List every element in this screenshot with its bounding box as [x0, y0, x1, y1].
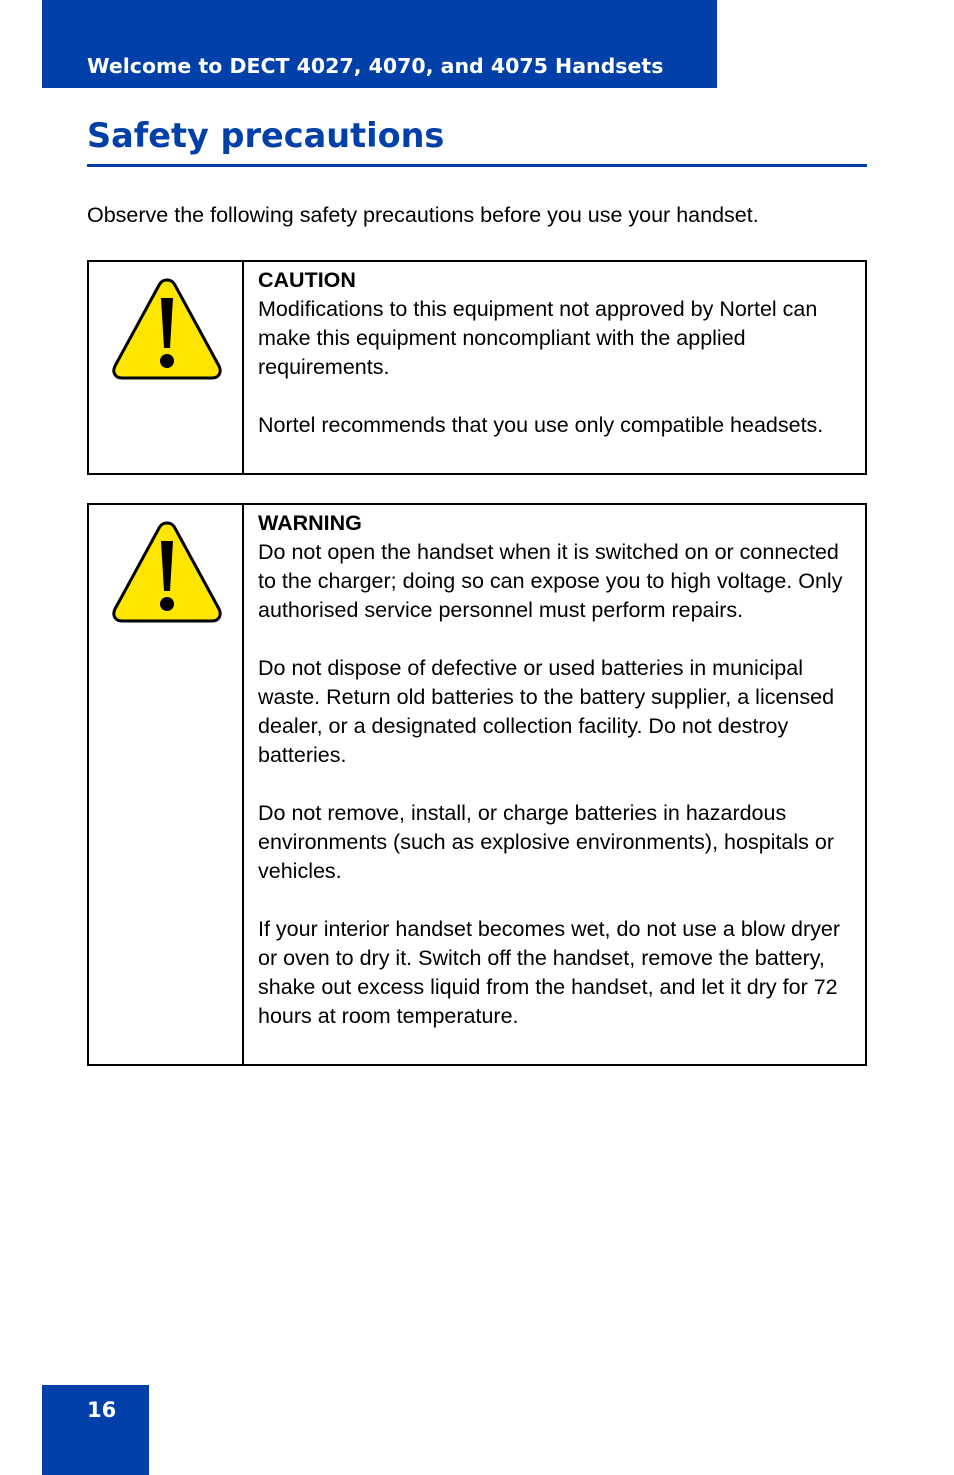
- page-number: 16: [87, 1398, 117, 1422]
- warning-paragraph: Do not dispose of defective or used batteries in municipal waste. Return old batteries to the battery supplier, a licensed dealer, or a designated collection facility. Do not destroy batteries.: [258, 656, 835, 767]
- warning-triangle-icon: [111, 276, 223, 382]
- warning-box: [87, 503, 867, 1066]
- caution-text: [244, 262, 865, 473]
- caution-paragraph: Nortel recommends that you use only compatible headsets.: [258, 413, 824, 437]
- warning-paragraph: Do not open the handset when it is switched on or connected to the charger; doing so can expose you to high voltage. Only authorised service personnel must perform repairs.: [258, 540, 843, 622]
- title-divider: [87, 164, 867, 167]
- page-title: Safety precautions: [87, 116, 445, 155]
- warning-icon-cell: [89, 505, 244, 1064]
- header-title: Welcome to DECT 4027, 4070, and 4075 Handsets: [87, 54, 664, 78]
- intro-text: Observe the following safety precautions before you use your handset.: [87, 203, 759, 227]
- warning-label: WARNING: [258, 511, 362, 535]
- header-band: [42, 0, 717, 88]
- caution-label: CAUTION: [258, 268, 356, 292]
- warning-triangle-icon: [111, 519, 223, 625]
- caution-box: [87, 260, 867, 475]
- caution-paragraph: Modifications to this equipment not approved by Nortel can make this equipment noncompliant with the applied requirements.: [258, 297, 818, 379]
- warning-text: [244, 505, 865, 1064]
- caution-icon-cell: [89, 262, 244, 473]
- warning-paragraph: Do not remove, install, or charge batteries in hazardous environments (such as explosive environments), hospitals or vehicles.: [258, 801, 834, 883]
- footer-band: [42, 1385, 149, 1475]
- warning-paragraph: If your interior handset becomes wet, do not use a blow dryer or oven to dry it. Switch off the handset, remove the battery, shake out excess liquid from the handset, and let it dry for 72 hours at room temperature.: [258, 917, 841, 1028]
